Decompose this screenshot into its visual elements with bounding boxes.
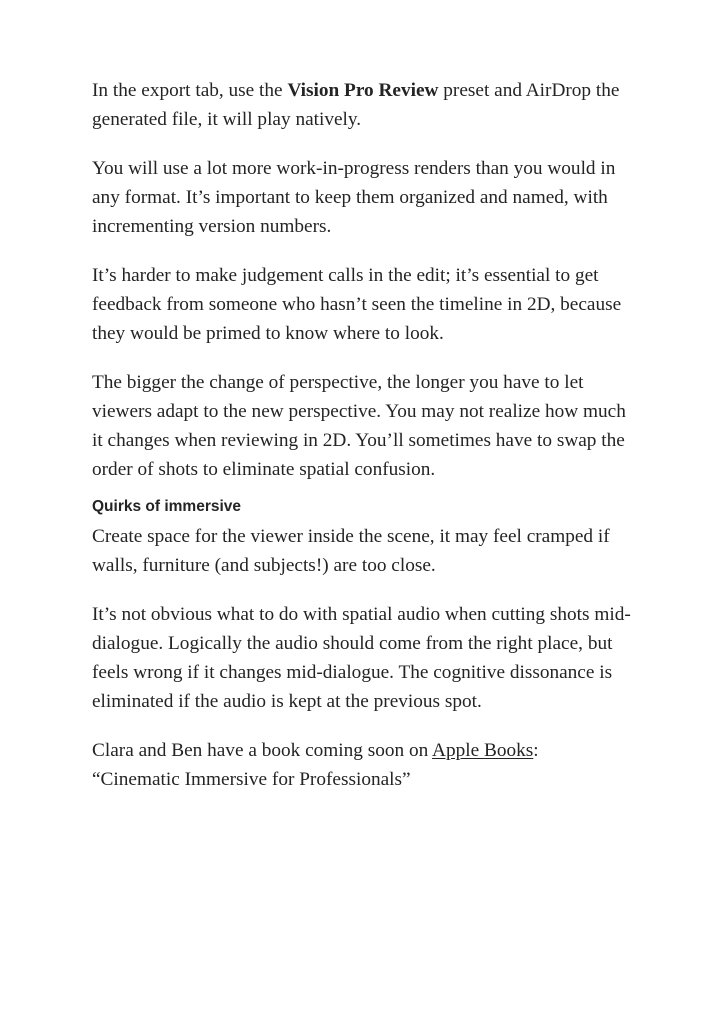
article-body: [92, 76, 637, 814]
paragraph-text: In the export tab, use the: [92, 80, 288, 101]
paragraph-text: Clara and Ben have a book coming soon on: [92, 740, 433, 761]
paragraph-export-tab: [92, 76, 637, 134]
paragraph-spatial-audio: It’s not obvious what to do with spatial audio when cutting shots mid-dialogue. Logically the audio should come from the right place, but feels wrong if it changes mid-dialogue. The cognitive dissonance is eliminated if the audio is kept at the previous spot.: [92, 604, 631, 712]
apple-books-link[interactable]: Apple Books: [432, 740, 534, 761]
paragraph-perspective: The bigger the change of perspective, the longer you have to let viewers adapt to the new perspective. You may not realize how much it changes when reviewing in 2D. You’ll sometimes have to swap the order of shots to eliminate spatial confusion.: [92, 372, 626, 480]
paragraph-renders: You will use a lot more work-in-progress renders than you would in any format. It’s important to keep them organized and named, with incrementing version numbers.: [92, 158, 616, 237]
preset-name: Vision Pro Review: [287, 80, 439, 101]
section-heading: Quirks of immersive: [92, 498, 242, 515]
paragraph-create-space: Create space for the viewer inside the scene, it may feel cramped if walls, furniture (and subjects!) are too close.: [92, 526, 610, 576]
book-title: “Cinematic Immersive for Professionals”: [92, 769, 411, 790]
paragraph-judgement-calls: It’s harder to make judgement calls in the edit; it’s essential to get feedback from someone who hasn’t seen the timeline in 2D, because they would be primed to know where to look.: [92, 265, 622, 344]
paragraph-text: preset and AirDrop the generated file, it will play natively.: [92, 80, 620, 130]
paragraph-text: :: [533, 740, 539, 761]
paragraph-book: [92, 736, 637, 794]
